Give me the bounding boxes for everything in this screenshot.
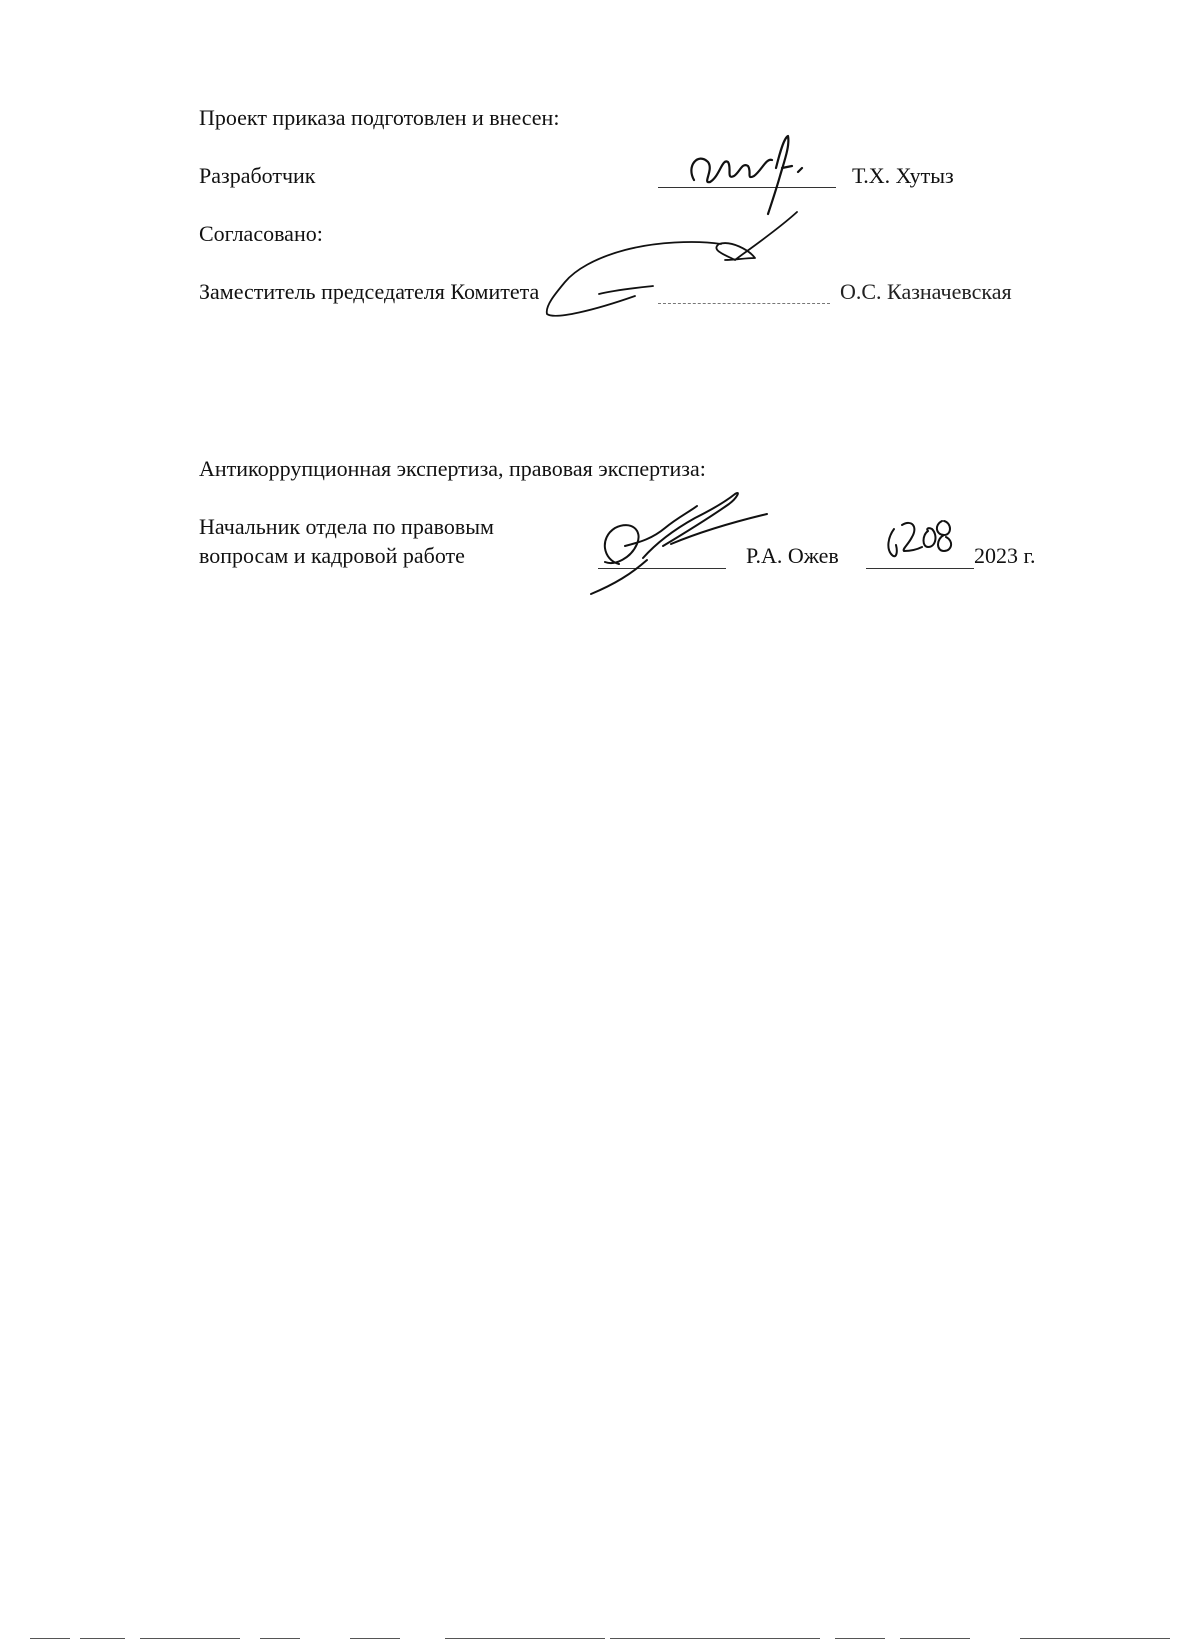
deputy-name: О.С. Казначевская bbox=[840, 279, 1012, 304]
handwritten-date bbox=[882, 515, 982, 570]
deputy-role: Заместитель председателя Комитета bbox=[199, 279, 540, 304]
legal-head-role-line1: Начальник отдела по правовым bbox=[199, 514, 494, 539]
prepared-heading: Проект приказа подготовлен и внесен: bbox=[199, 105, 560, 130]
developer-signature bbox=[680, 132, 810, 222]
scan-edge-artifact bbox=[0, 1636, 1200, 1642]
deputy-signature bbox=[535, 210, 805, 330]
expertise-heading: Антикоррупционная экспертиза, правовая экспертиза: bbox=[199, 456, 706, 481]
legal-head-name: Р.А. Ожев bbox=[746, 543, 839, 568]
developer-name: Т.Х. Хутыз bbox=[852, 163, 954, 188]
date-year: 2023 г. bbox=[974, 543, 1036, 568]
legal-head-role-line2: вопросам и кадровой работе bbox=[199, 543, 465, 568]
developer-role: Разработчик bbox=[199, 163, 316, 188]
agreed-heading: Согласовано: bbox=[199, 221, 323, 246]
